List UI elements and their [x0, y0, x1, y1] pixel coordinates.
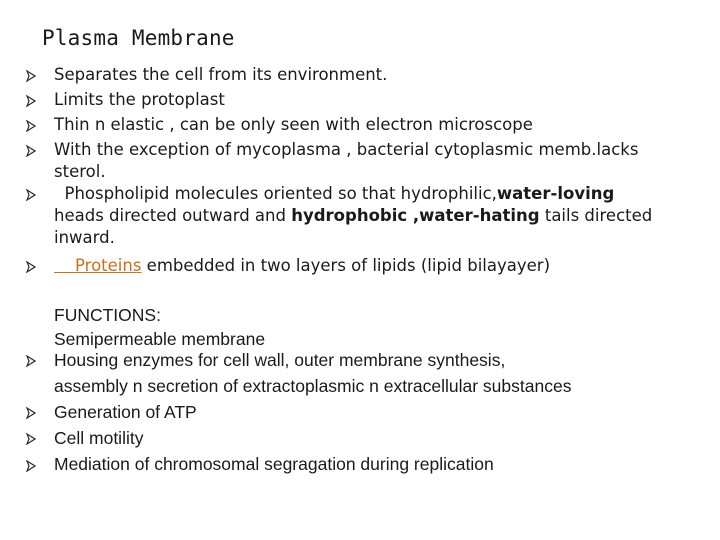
bullet-line-continuation: sterol.: [54, 162, 106, 181]
phospholipid-line-2: [54, 206, 652, 226]
function-line: Semipermeable membrane: [54, 329, 266, 349]
tails-text: tails directed: [544, 206, 653, 225]
bullet-line: Limits the protoplast: [54, 90, 225, 109]
slide-title: Plasma Membrane: [42, 26, 235, 50]
heads-text: heads directed outward and: [54, 206, 286, 225]
function-line: Cell motility: [54, 428, 144, 448]
proteins-link[interactable]: [54, 256, 141, 275]
arrow-bullet-icon: [26, 189, 36, 201]
proteins-link-text: Proteins: [74, 256, 142, 275]
phospholipid-line: [54, 184, 614, 204]
functions-heading: FUNCTIONS:: [54, 305, 161, 325]
arrow-bullet-icon: [26, 145, 36, 157]
bullet-line: With the exception of mycoplasma , bacterial cytoplasmic memb.lacks: [54, 140, 639, 159]
proteins-rest-text: embedded in two layers of lipids (lipid bilayayer): [146, 256, 551, 275]
function-line: Mediation of chromosomal segragation during replication: [54, 454, 494, 474]
arrow-bullet-icon: [26, 95, 36, 107]
arrow-bullet-icon: [26, 355, 36, 367]
proteins-line: [54, 256, 550, 276]
phospholipid-line-3: inward.: [54, 228, 115, 247]
arrow-bullet-icon: [26, 460, 36, 472]
bullet-line: Separates the cell from its environment.: [54, 65, 388, 84]
arrow-bullet-icon: [26, 70, 36, 82]
function-line: Housing enzymes for cell wall, outer membrane synthesis,: [54, 350, 506, 370]
water-loving-text: water-loving: [496, 184, 615, 203]
arrow-bullet-icon: [26, 120, 36, 132]
function-line: Generation of ATP: [54, 402, 197, 422]
function-line: assembly n secretion of extractoplasmic n extracellular substances: [54, 376, 572, 396]
bullet-line: Thin n elastic , can be only seen with electron microscope: [54, 115, 533, 134]
hydrophobic-text: hydrophobic ,water-hating: [291, 206, 540, 225]
arrow-bullet-icon: [26, 407, 36, 419]
arrow-bullet-icon: [26, 261, 36, 273]
phospholipid-text: Phospholipid molecules oriented so that hydrophilic,: [64, 184, 497, 203]
arrow-bullet-icon: [26, 433, 36, 445]
